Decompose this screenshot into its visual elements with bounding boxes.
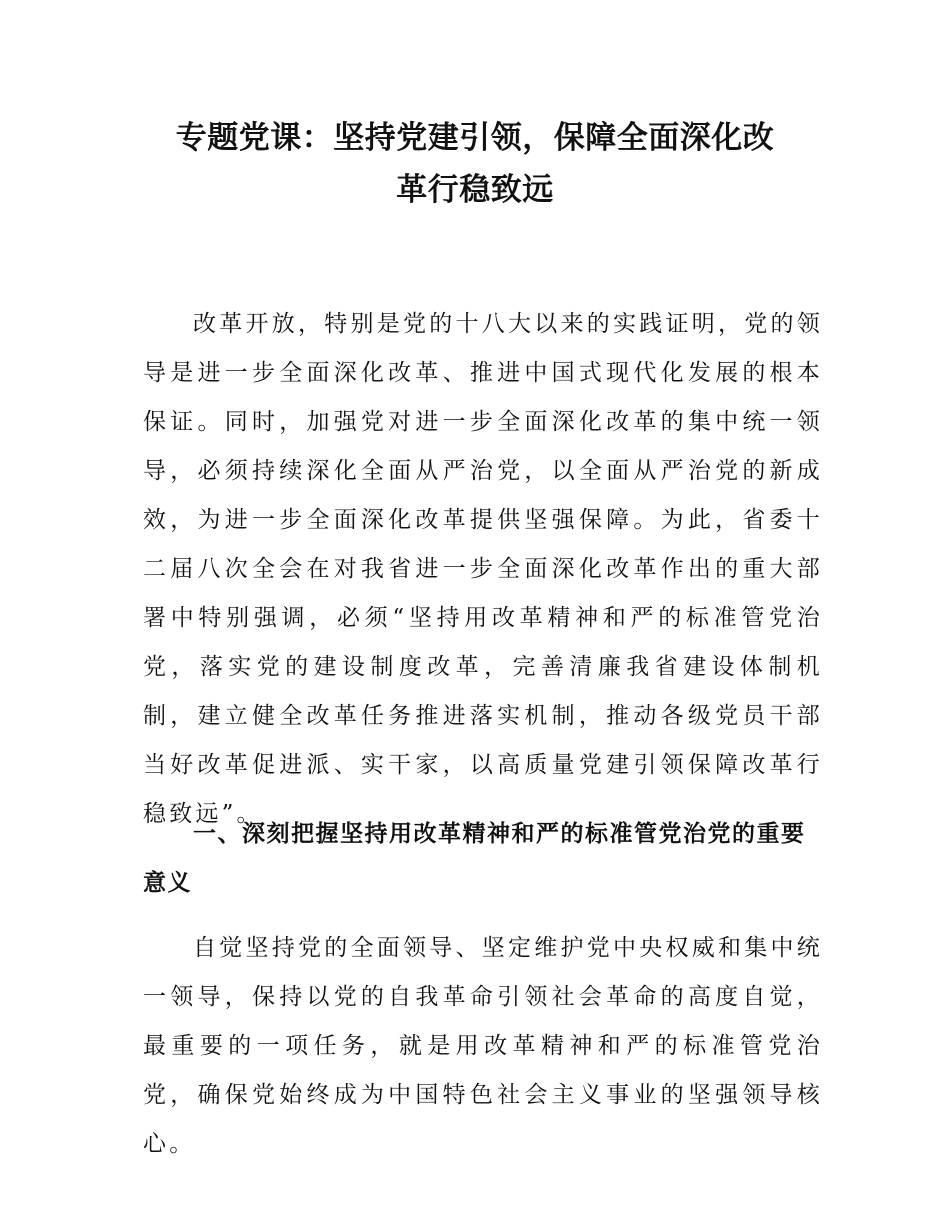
body-paragraph-intro: 改革开放，特别是党的十八大以来的实践证明，党的领导是进一步全面深化改革、推进中国式现代化发展的根本保证。同时，加强党对进一步全面深化改革的集中统一领导，必须持续深化全面从严治党，以全面从严治党的新成效，为进一步全面深化改革提供坚强保障。为此，省委十二届八次全会在对我省进一步全面深化改革作出的重大部署中特别强调，必须“坚持用改革精神和严的标准管党治党，落实党的建设制度改革，完善清廉我省建设体制机制，建立健全改革任务推进落实机制，推动各级党员干部当好改革促进派、实干家，以高质量党建引领保障改革行稳致远”。 (143, 311, 823, 827)
body-paragraph-section-1: 自觉坚持党的全面领导、坚定维护党中央权威和集中统一领导，保持以党的自我革命引领社会革命的高度自觉，最重要的一项任务，就是用改革精神和严的标准管党治党，确保党始终成为中国特色社会主义事业的坚强领导核心。 (143, 935, 823, 1157)
document-title-line-2: 革行稳致远 (396, 172, 554, 208)
document-title (120, 112, 830, 216)
section-heading-1: 一、深刻把握坚持用改革精神和严的标准管党治党的重要意义 (143, 821, 806, 896)
document-title-line-1: 专题党课：坚持党建引领，保障全面深化改 (175, 120, 775, 156)
